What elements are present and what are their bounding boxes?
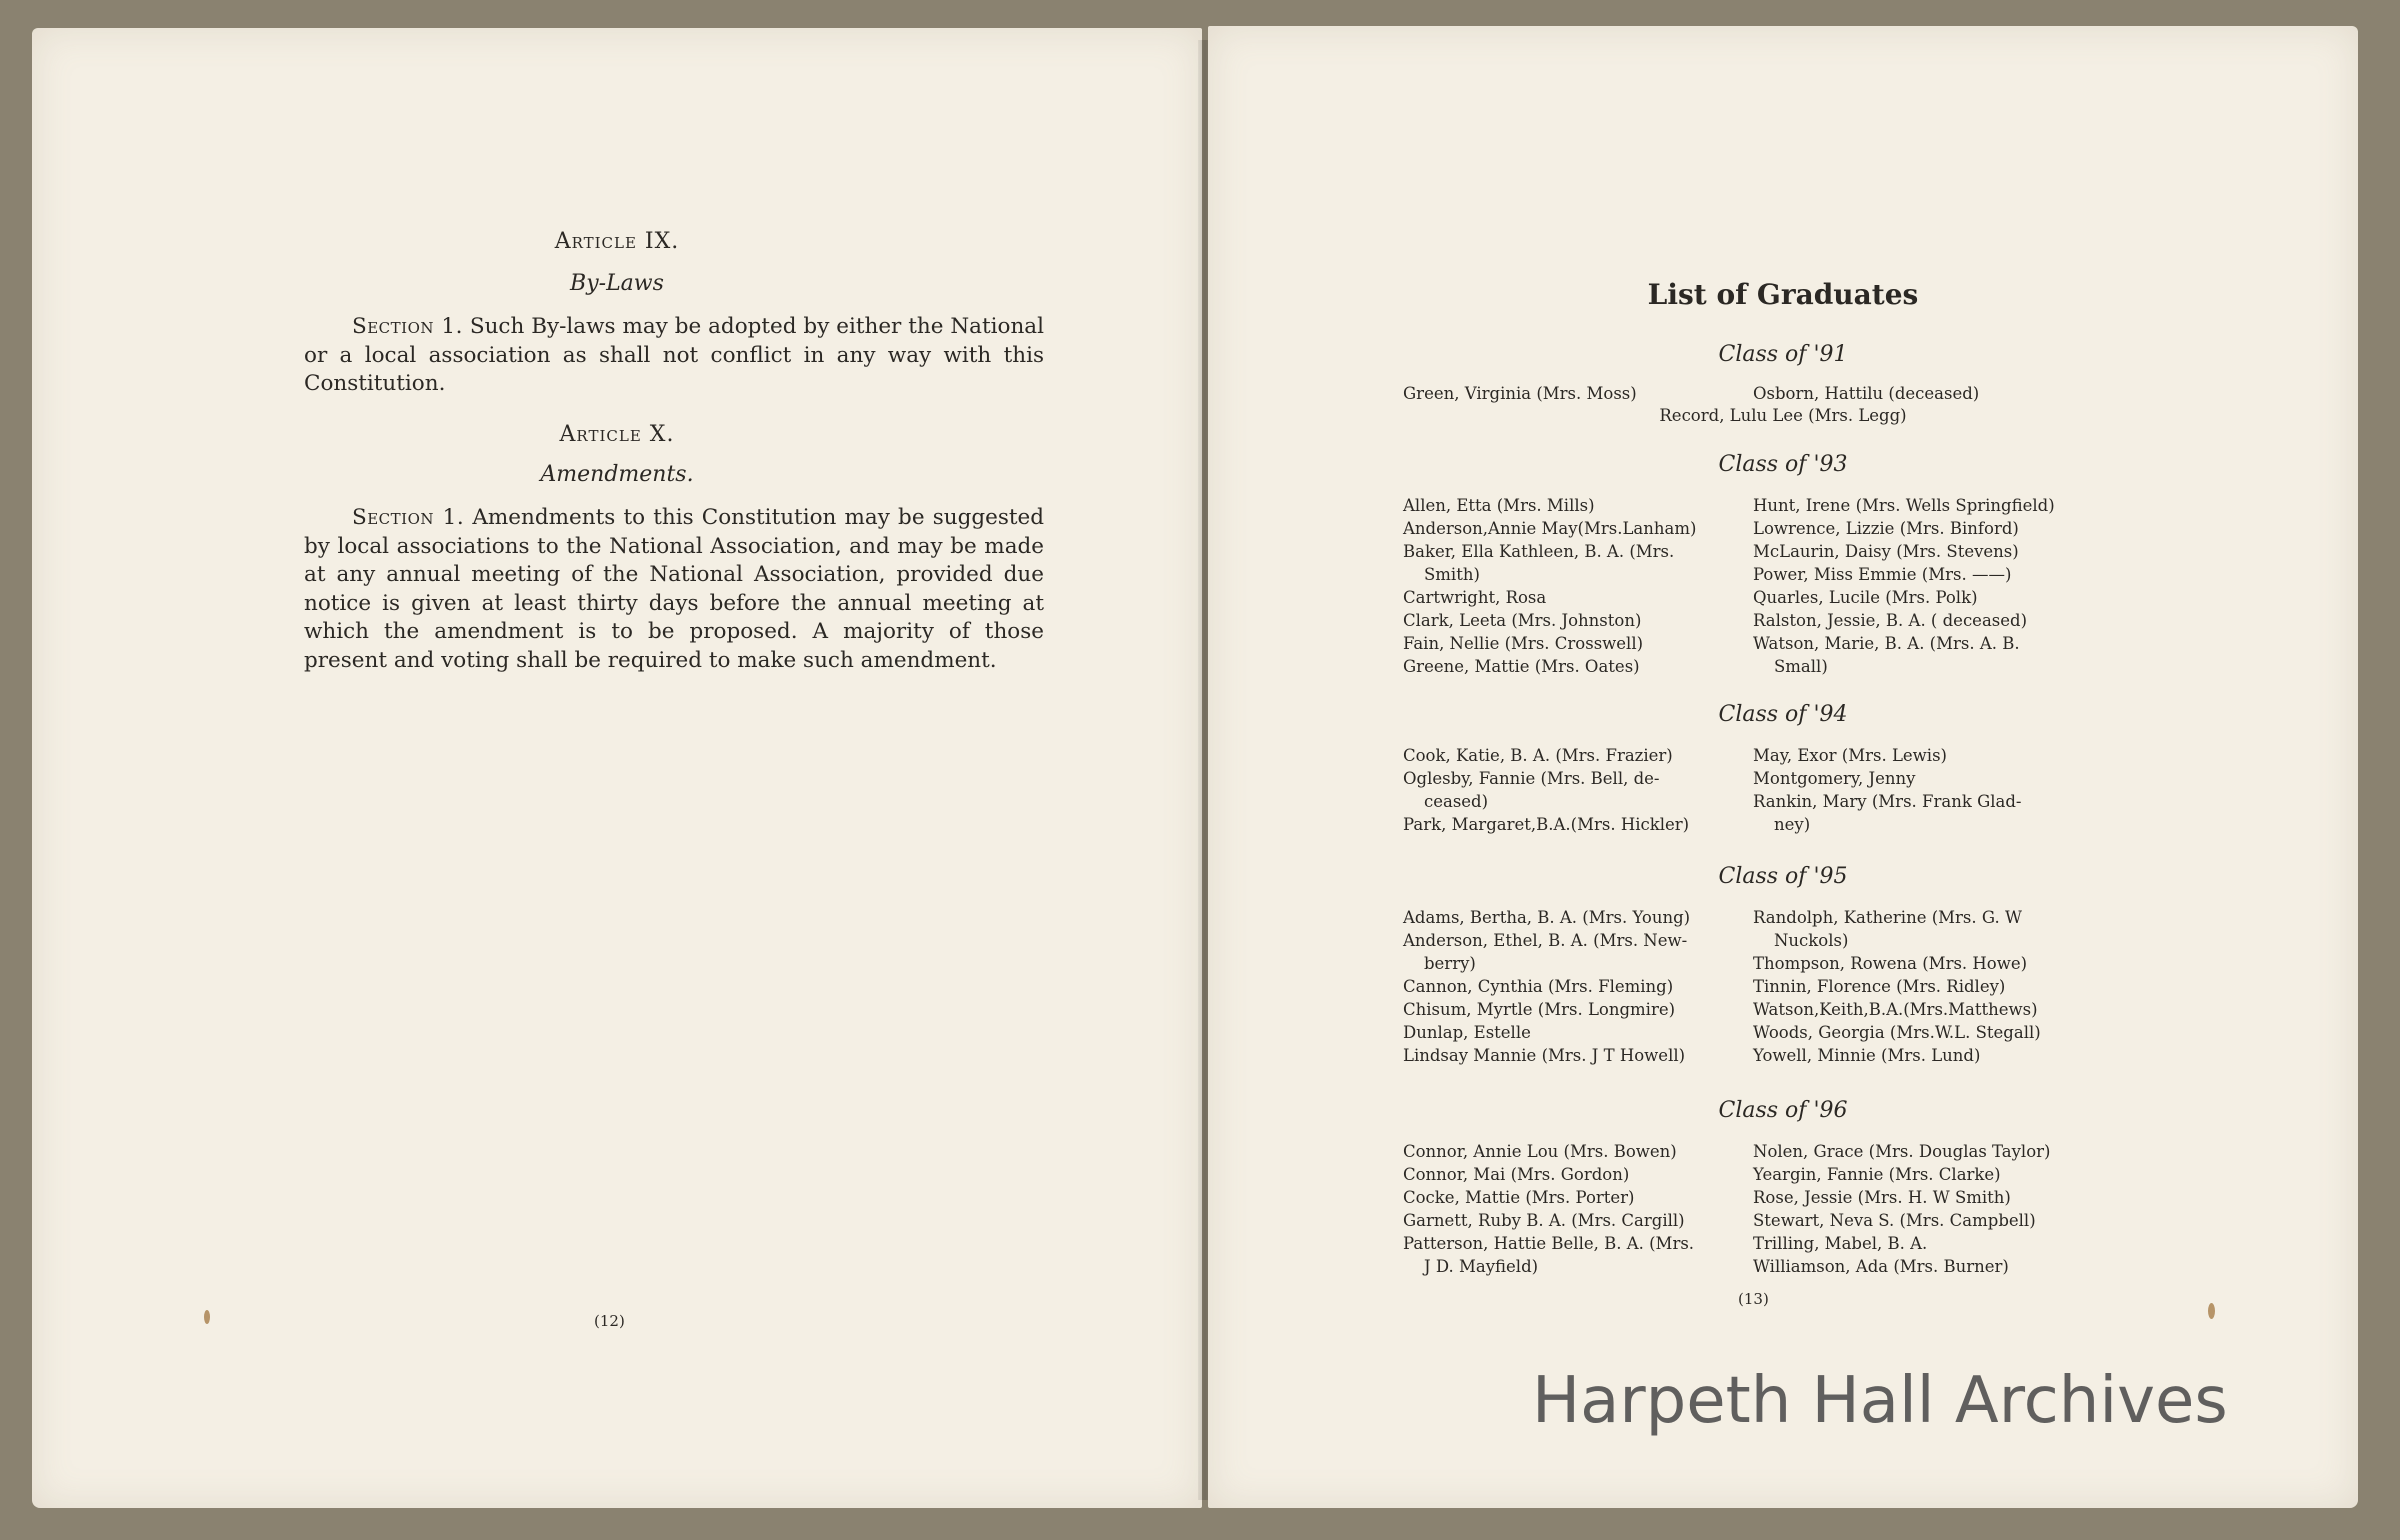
list-item: ceased): [1403, 792, 1489, 811]
list-item: Connor, Annie Lou (Mrs. Bowen): [1403, 1142, 1677, 1161]
list-item: Trilling, Mabel, B. A.: [1753, 1234, 1928, 1253]
list-item: Baker, Ella Kathleen, B. A. (Mrs.: [1403, 542, 1675, 561]
list-item: Tinnin, Florence (Mrs. Ridley): [1753, 977, 2006, 996]
class-91-left-column: [1403, 382, 1637, 405]
list-item: Nolen, Grace (Mrs. Douglas Taylor): [1753, 1142, 2051, 1161]
list-item: Fain, Nellie (Mrs. Crosswell): [1403, 634, 1644, 653]
list-item: Greene, Mattie (Mrs. Oates): [1403, 657, 1640, 676]
list-item: ney): [1753, 815, 1811, 834]
list-item: Thompson, Rowena (Mrs. Howe): [1753, 954, 2028, 973]
paper-stain: [204, 1310, 210, 1324]
list-item: Allen, Etta (Mrs. Mills): [1403, 496, 1595, 515]
list-item: Woods, Georgia (Mrs.W.L. Stegall): [1753, 1023, 2041, 1042]
list-item: Yowell, Minnie (Mrs. Lund): [1753, 1046, 1981, 1065]
list-item: berry): [1403, 954, 1476, 973]
class-95-right-column: [1753, 906, 2041, 1067]
list-item: Oglesby, Fannie (Mrs. Bell, de-: [1403, 769, 1660, 788]
right-page: [1208, 26, 2358, 1508]
class-91-right-column: [1753, 382, 1979, 405]
list-item: Power, Miss Emmie (Mrs. ——): [1753, 565, 2012, 584]
list-title: List of Graduates: [1647, 278, 1919, 311]
page-number-left: (12): [594, 1312, 625, 1330]
list-item: J D. Mayfield): [1403, 1257, 1539, 1276]
list-item: Clark, Leeta (Mrs. Johnston): [1403, 611, 1642, 630]
article-ix-section-1: [304, 313, 1044, 399]
list-item: Smith): [1403, 565, 1480, 584]
list-item: May, Exor (Mrs. Lewis): [1753, 746, 1947, 765]
list-item: Williamson, Ada (Mrs. Burner): [1753, 1257, 2009, 1276]
list-item: Cartwright, Rosa: [1403, 588, 1547, 607]
archive-watermark: Harpeth Hall Archives: [1532, 1364, 2228, 1438]
left-page: [32, 28, 1202, 1508]
list-item: McLaurin, Daisy (Mrs. Stevens): [1753, 542, 2019, 561]
list-item: Watson,Keith,B.A.(Mrs.Matthews): [1753, 1000, 2038, 1019]
class-91-center-entry: Record, Lulu Lee (Mrs. Legg): [1659, 406, 1907, 425]
list-item: Small): [1753, 657, 1828, 676]
list-item: Stewart, Neva S. (Mrs. Campbell): [1753, 1211, 2036, 1230]
list-item: Osborn, Hattilu (deceased): [1753, 384, 1980, 403]
page-number-right: (13): [1738, 1290, 1769, 1308]
class-heading-94: Class of '94: [1718, 702, 1848, 727]
list-item: Dunlap, Estelle: [1403, 1023, 1531, 1042]
class-94-right-column: [1753, 744, 2022, 836]
class-heading-93: Class of '93: [1718, 452, 1848, 477]
class-heading-95: Class of '95: [1718, 864, 1848, 889]
section-label: Section 1.: [352, 314, 463, 339]
list-item: Connor, Mai (Mrs. Gordon): [1403, 1165, 1630, 1184]
list-item: Lindsay Mannie (Mrs. J T Howell): [1403, 1046, 1686, 1065]
list-item: Patterson, Hattie Belle, B. A. (Mrs.: [1403, 1234, 1695, 1253]
class-94-left-column: [1403, 744, 1689, 836]
list-item: Randolph, Katherine (Mrs. G. W: [1753, 908, 2022, 927]
section-text: Such By-laws may be adopted by either the National or a local association as shall not conflict in any way with this Constitution.: [304, 314, 1044, 396]
list-item: Cocke, Mattie (Mrs. Porter): [1403, 1188, 1635, 1207]
class-heading-96: Class of '96: [1718, 1098, 1848, 1123]
section-text: Amendments to this Constitution may be suggested by local associations to the National Association, and may be made at any annual meeting of the National Association, provided due notice is given at least thirty days before the annual meeting at which the amendment is to be proposed. A majority of those present and voting shall be required to make such amendment.: [304, 505, 1045, 673]
list-item: Green, Virginia (Mrs. Moss): [1403, 384, 1637, 403]
list-item: Hunt, Irene (Mrs. Wells Springfield): [1753, 496, 2055, 515]
paper-stain: [2208, 1303, 2215, 1319]
class-96-left-column: [1403, 1140, 1694, 1278]
article-ix-subtitle: By-Laws: [570, 271, 664, 296]
article-x-section-1: [304, 504, 1044, 675]
list-item: Rose, Jessie (Mrs. H. W Smith): [1753, 1188, 2011, 1207]
class-heading-91: Class of '91: [1718, 342, 1848, 367]
list-item: Quarles, Lucile (Mrs. Polk): [1753, 588, 1978, 607]
article-ix-heading: Article IX.: [554, 229, 680, 254]
list-item: Anderson,Annie May(Mrs.Lanham): [1403, 519, 1697, 538]
list-item: Watson, Marie, B. A. (Mrs. A. B.: [1753, 634, 2020, 653]
list-item: Chisum, Myrtle (Mrs. Longmire): [1403, 1000, 1676, 1019]
list-item: Cook, Katie, B. A. (Mrs. Frazier): [1403, 746, 1673, 765]
list-item: Cannon, Cynthia (Mrs. Fleming): [1403, 977, 1674, 996]
article-x-subtitle: Amendments.: [540, 462, 694, 487]
list-item: Adams, Bertha, B. A. (Mrs. Young): [1403, 908, 1691, 927]
list-item: Yeargin, Fannie (Mrs. Clarke): [1753, 1165, 2001, 1184]
list-item: Nuckols): [1753, 931, 1849, 950]
list-item: Lowrence, Lizzie (Mrs. Binford): [1753, 519, 2019, 538]
class-95-left-column: [1403, 906, 1690, 1067]
class-93-right-column: [1753, 494, 2055, 678]
list-item: Garnett, Ruby B. A. (Mrs. Cargill): [1403, 1211, 1685, 1230]
section-label: Section 1.: [352, 505, 465, 530]
class-96-right-column: [1753, 1140, 2050, 1278]
article-x-heading: Article X.: [559, 422, 675, 447]
list-item: Anderson, Ethel, B. A. (Mrs. New-: [1403, 931, 1688, 950]
list-item: Park, Margaret,B.A.(Mrs. Hickler): [1403, 815, 1690, 834]
list-item: Ralston, Jessie, B. A. ( deceased): [1753, 611, 2028, 630]
class-93-left-column: [1403, 494, 1696, 678]
list-item: Montgomery, Jenny: [1753, 769, 1916, 788]
list-item: Rankin, Mary (Mrs. Frank Glad-: [1753, 792, 2022, 811]
